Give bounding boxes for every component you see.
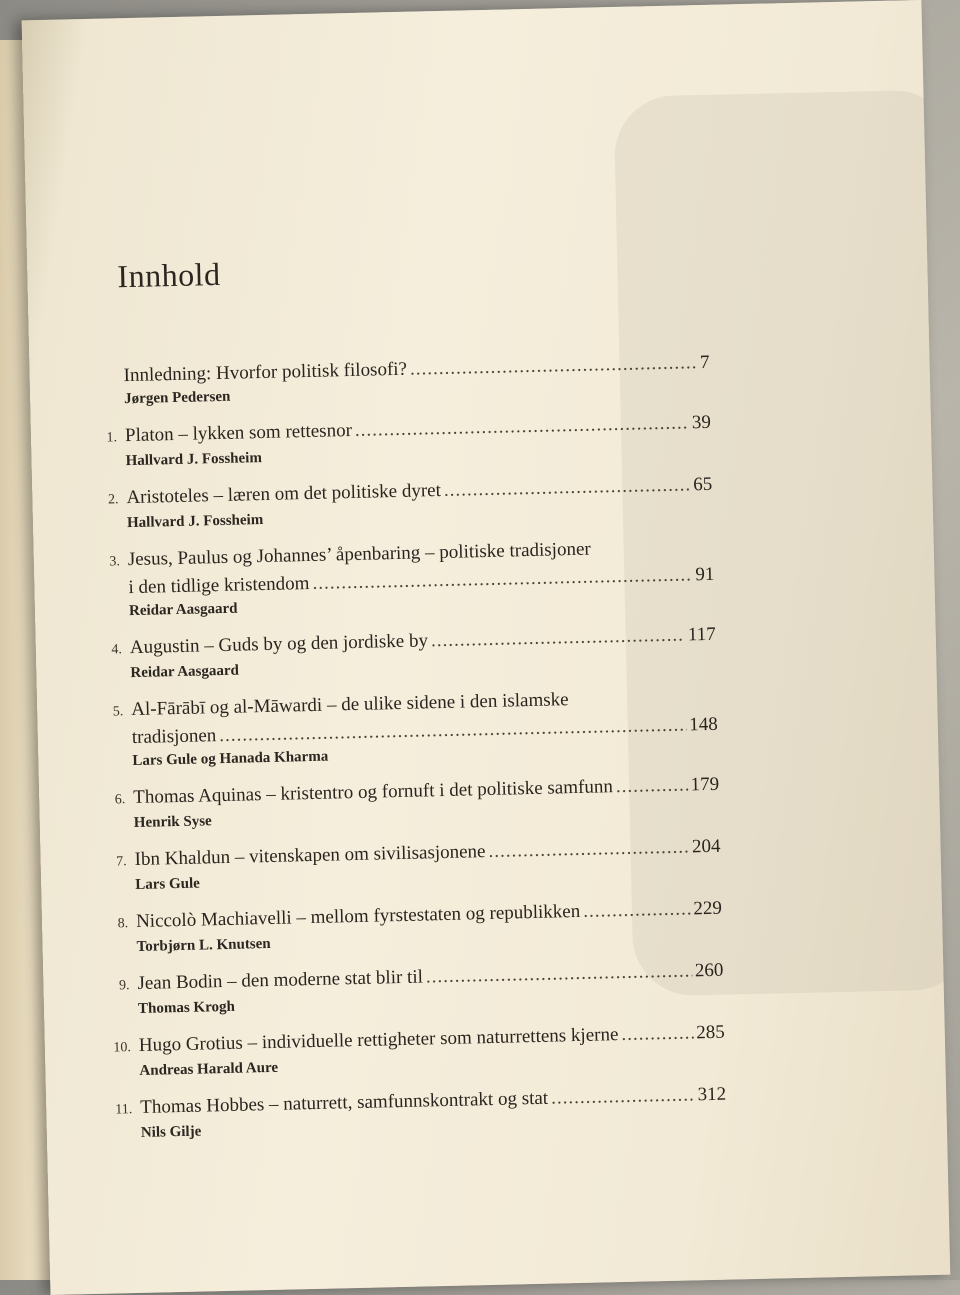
dot-leader [488,834,689,865]
chapter-number: 3. [109,554,121,570]
toc-entry [100,834,721,896]
toc-entry [102,896,723,958]
chapter-number [98,743,132,744]
chapter-author: Jørgen Pedersen [124,388,231,408]
chapter-number: 8. [117,916,129,932]
dot-leader [621,1020,693,1048]
chapter-title: Thomas Hobbes – naturrett, samfunnskontrakt og stat [140,1087,549,1118]
page-number: 204 [691,835,721,858]
chapter-title: tradisjonen [131,725,217,749]
page-number: 65 [693,473,713,496]
toc-entry [105,1020,726,1082]
dot-leader [616,772,688,800]
page-number: 39 [691,411,712,434]
chapter-title: Niccolò Machiavelli – mellom fyrstestaten og republikken [135,900,581,933]
chapter-number [95,593,129,594]
chapter-author: Henrik Syse [133,813,212,832]
chapter-number: 11. [115,1102,133,1118]
chapter-author: Reidar Aasgaard [130,662,240,682]
page-title: Innhold [117,255,221,295]
chapter-author: Hallvard J. Fossheim [125,450,263,470]
toc-entry [106,1082,727,1144]
chapter-author: Thomas Krogh [137,998,236,1017]
chapter-title: Ibn Khaldun – vitenskapen om sivilisasjonene [134,841,486,871]
chapter-title: Al-Fārābī og al-Māwardi – de ulike sidene i den islamske [131,689,569,721]
chapter-author: Hallvard J. Fossheim [126,512,264,532]
table-of-contents [89,350,727,1158]
chapter-title: i den tidlige kristendom [128,572,310,599]
toc-entry [92,472,713,534]
chapter-title: Hugo Grotius – individuelle rettigheter som naturrettens kjerne [138,1024,619,1056]
toc-entry [96,622,717,684]
chapter-number: 9. [118,978,130,994]
page-number: 312 [697,1083,727,1106]
chapter-number: 7. [116,854,127,870]
toc-entry [91,410,712,472]
chapter-number: 5. [112,704,124,720]
dot-leader [551,1082,695,1111]
page-number: 91 [695,563,715,586]
chapter-author: Lars Gule [135,875,201,894]
chapter-title: Jesus, Paulus og Johannes’ åpenbaring – politiske tradisjoner [127,538,591,571]
toc-entry [103,958,724,1020]
toc-entry [89,350,710,410]
toc-entry [97,684,719,772]
chapter-title: Aristoteles – læren om det politiske dyret [126,479,442,509]
toc-entry [99,772,720,834]
chapter-author: Nils Gilje [140,1123,202,1141]
chapter-number: 1. [106,430,118,446]
chapter-title: Thomas Aquinas – kristentro og fornuft i det politiske samfunn [133,776,614,809]
dot-leader [431,622,686,654]
chapter-author: Torbjørn L. Knutsen [136,935,271,956]
chapter-number: 10. [113,1040,132,1056]
toc-entry [94,534,716,622]
page-number: 179 [690,773,720,796]
dot-leader [583,896,691,924]
page-number: 229 [693,897,723,920]
page-number: 260 [694,959,724,982]
chapter-number: 2. [107,492,119,508]
dot-leader [444,472,691,504]
dot-leader [426,958,693,990]
chapter-author: Andreas Harald Aure [139,1059,279,1079]
page-number: 148 [689,713,718,736]
chapter-author: Lars Gule og Hanada Kharma [132,748,329,770]
page-number: 285 [696,1021,725,1044]
chapter-title: Platon – lykken som rettesnor [124,419,353,447]
page-number: 7 [699,351,710,374]
chapter-title: Innledning: Hvorfor politisk filosofi? [123,358,408,387]
chapter-title: Augustin – Guds by og den jordiske by [129,630,429,659]
page-number: 117 [687,623,716,646]
chapter-title: Jean Bodin – den moderne stat blir til [137,966,424,994]
chapter-author: Reidar Aasgaard [128,600,238,620]
book-page [22,0,951,1295]
chapter-number [90,381,124,382]
chapter-number: 4. [111,642,123,658]
chapter-number: 6. [114,792,126,808]
